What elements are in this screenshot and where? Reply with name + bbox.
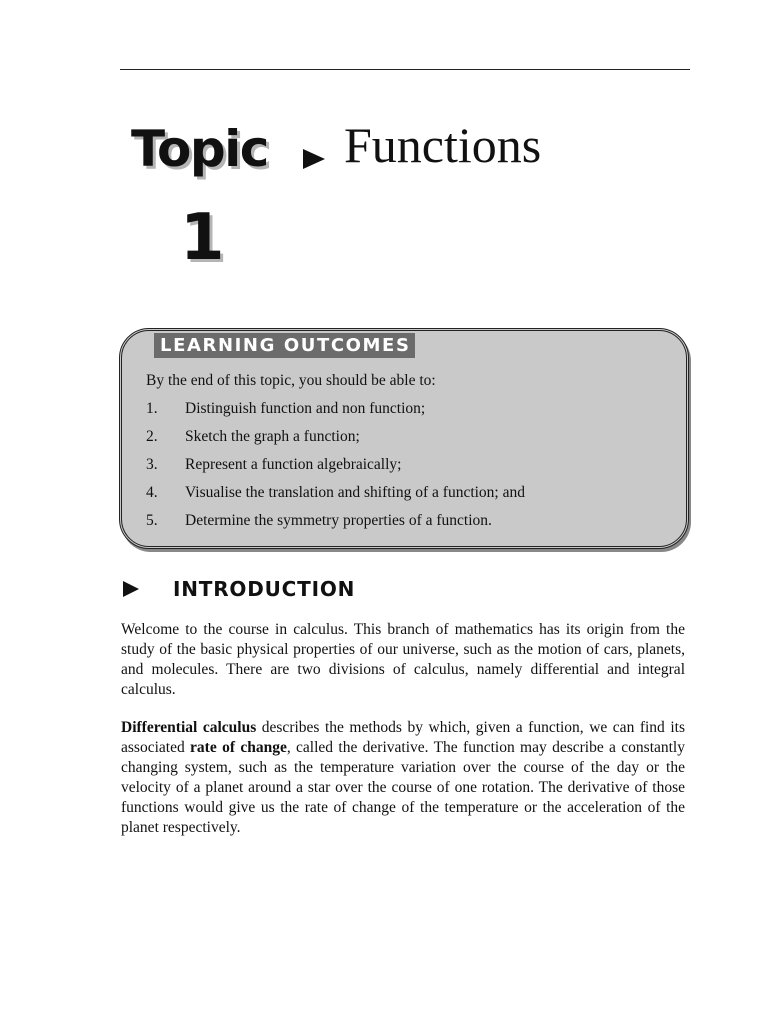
learning-outcomes-title: LEARNING OUTCOMES bbox=[154, 333, 415, 358]
list-item-text: Determine the symmetry properties of a function. bbox=[185, 512, 492, 529]
section-arrow-icon bbox=[122, 580, 140, 598]
term-rate-of-change: rate of change bbox=[190, 739, 287, 756]
play-arrow-icon bbox=[301, 147, 327, 171]
list-item-text: Represent a function algebraically; bbox=[185, 456, 402, 473]
header-rule bbox=[120, 69, 690, 70]
list-item-number: 4. bbox=[146, 484, 158, 501]
learning-outcomes-intro: By the end of this topic, you should be able to: bbox=[146, 372, 436, 389]
list-item-number: 2. bbox=[146, 428, 158, 445]
paragraph-text: describes the methods by which, given a function, we can find its associated bbox=[121, 719, 685, 756]
chapter-title: Functions bbox=[344, 117, 542, 173]
topic-number: 1 bbox=[180, 201, 225, 275]
list-item-text: Visualise the translation and shifting of a function; and bbox=[185, 484, 525, 501]
list-item-number: 1. bbox=[146, 400, 158, 417]
intro-paragraph-2 bbox=[121, 718, 685, 838]
list-item-number: 5. bbox=[146, 512, 158, 529]
intro-paragraph-1: Welcome to the course in calculus. This branch of mathematics has its origin from the study of the basic physical properties of our universe, such as the motion of cars, planets, and molecules. There are two divisions of calculus, namely differential and integral calculus. bbox=[121, 621, 685, 698]
list-item-text: Distinguish function and non function; bbox=[185, 400, 426, 417]
list-item-number: 3. bbox=[146, 456, 158, 473]
list-item-text: Sketch the graph a function; bbox=[185, 428, 360, 445]
term-differential-calculus: Differential calculus bbox=[121, 719, 257, 736]
topic-label: Topic bbox=[131, 120, 268, 178]
paragraph-text: , called the derivative. The function may describe a constantly changing system, such as the temperature variation over the course of the day or the velocity of a planet around a star over the course of one rotation. The derivative of those functions would give us the rate of change of the temperature or the acceleration of the planet respectively. bbox=[121, 739, 685, 836]
section-heading: INTRODUCTION bbox=[173, 577, 356, 601]
